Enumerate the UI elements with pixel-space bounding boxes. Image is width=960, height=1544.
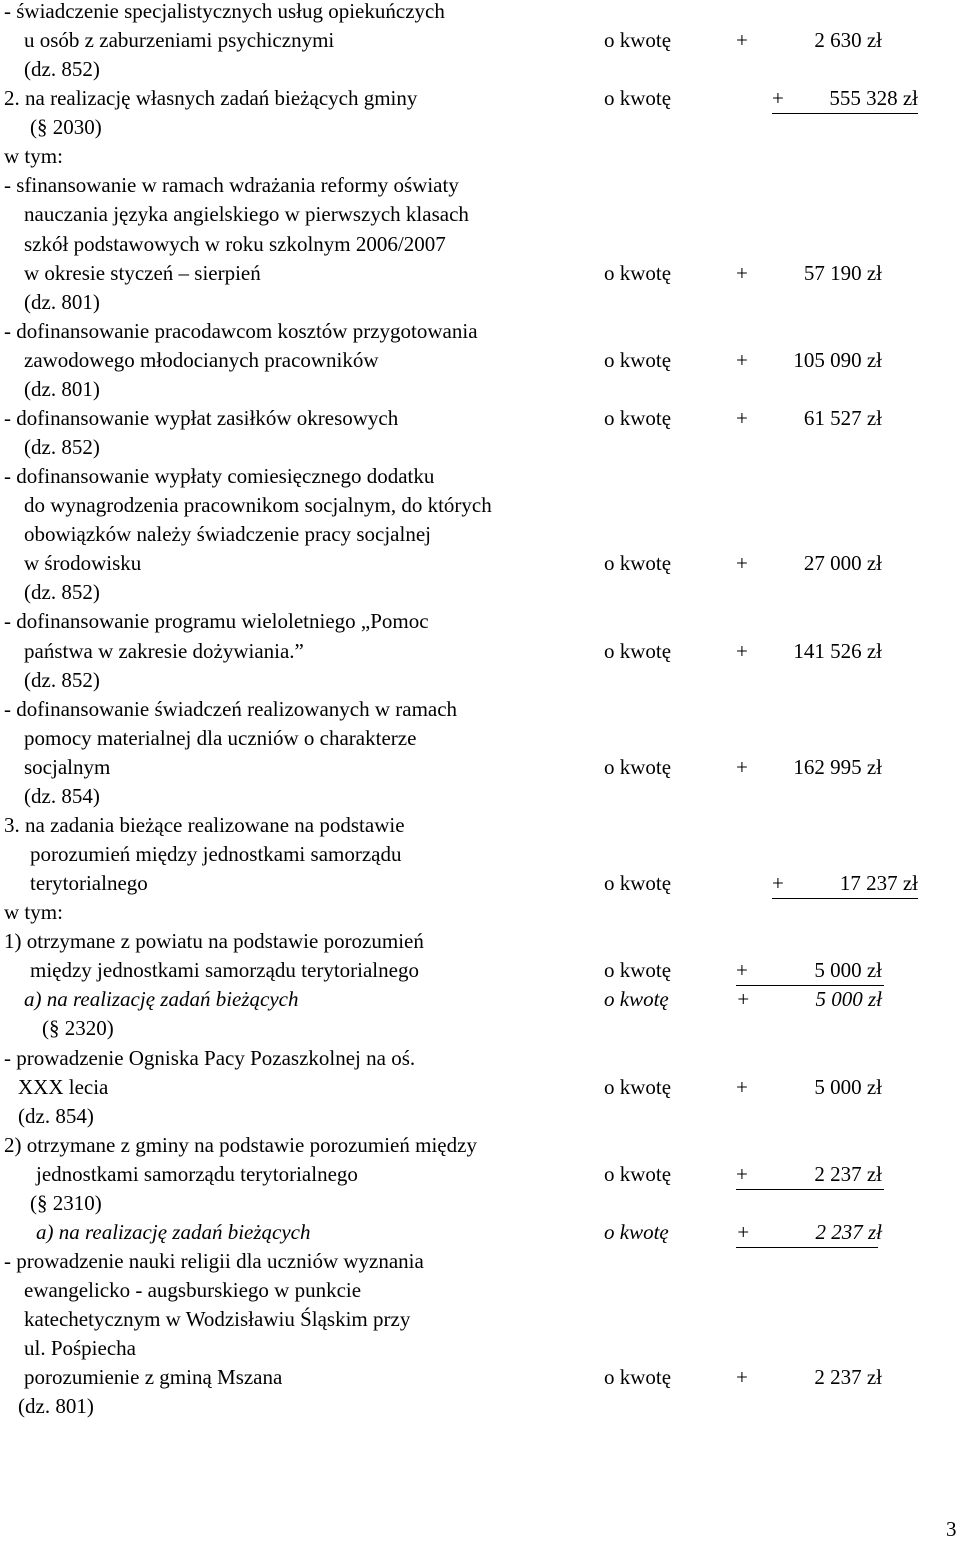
document-line <box>0 753 882 782</box>
line-text: - prowadzenie nauki religii dla uczniów wyznania <box>4 1249 424 1273</box>
document-line <box>0 84 918 113</box>
line-text: nauczania języka angielskiego w pierwszych klasach <box>24 202 469 227</box>
amount-value: 141 526 zł <box>793 638 882 663</box>
document-line <box>0 578 882 607</box>
amount-underline <box>736 1218 878 1248</box>
line-text: (dz. 854) <box>18 1103 94 1128</box>
document-line <box>0 1189 882 1218</box>
amount-value: 5 000 zł <box>815 987 882 1012</box>
line-text: a) na realizację zadań bieżących <box>24 987 299 1012</box>
plus-sign: + <box>736 754 748 779</box>
document-line <box>0 1363 882 1392</box>
amount-value: 5 000 zł <box>814 1074 882 1099</box>
document-line <box>0 55 882 84</box>
document-line <box>0 927 882 956</box>
amount-underline <box>736 956 884 986</box>
line-text: (dz. 801) <box>24 289 100 314</box>
line-text: 3. na zadania bieżące realizowane na podstawie <box>4 812 405 837</box>
amount-label: o kwotę <box>604 754 672 779</box>
line-text: 2. na realizację własnych zadań bieżących gminy <box>4 86 418 111</box>
line-text: pomocy materialnej dla uczniów o charakterze <box>24 725 417 750</box>
amount-label: o kwotę <box>604 987 669 1012</box>
page-number: 3 <box>946 1517 957 1541</box>
amount-value: 105 090 zł <box>793 347 882 372</box>
document-line <box>0 840 882 869</box>
line-text: - dofinansowanie wypłat zasiłków okresowych <box>4 405 399 430</box>
document-line <box>0 811 882 840</box>
amount-value: 61 527 zł <box>803 405 882 430</box>
document-line <box>0 1073 882 1102</box>
line-text: - świadczenie specjalistycznych usług opiekuńczych <box>4 0 445 23</box>
plus-sign: + <box>736 987 751 1012</box>
document-line <box>0 985 882 1014</box>
document-line <box>0 1276 882 1305</box>
line-text: (§ 2310) <box>30 1190 102 1215</box>
plus-sign: + <box>772 871 784 896</box>
amount-label: o kwotę <box>604 638 672 663</box>
document-line <box>0 259 882 288</box>
document-line <box>0 869 918 898</box>
line-text: - sfinansowanie w ramach wdrażania reformy oświaty <box>4 173 459 198</box>
document-line <box>0 666 882 695</box>
line-text: (dz. 852) <box>24 667 100 692</box>
document-line <box>0 1044 882 1073</box>
amount-underline <box>772 84 918 114</box>
plus-sign: + <box>736 1074 748 1099</box>
amount-label: o kwotę <box>604 405 672 430</box>
document-line <box>0 462 882 491</box>
plus-sign: + <box>736 405 748 430</box>
document-line <box>0 1014 882 1043</box>
line-text: u osób z zaburzeniami psychicznymi <box>24 28 335 53</box>
amount-label: o kwotę <box>604 1365 672 1390</box>
plus-sign: + <box>736 1365 748 1390</box>
amount-value: 57 190 zł <box>803 260 882 285</box>
document-line <box>0 346 882 375</box>
plus-sign: + <box>736 551 748 576</box>
line-text: porozumienie z gminą Mszana <box>24 1365 283 1390</box>
line-text: państwa w zakresie dożywiania.” <box>24 638 304 663</box>
amount-label: o kwotę <box>604 260 672 285</box>
amount-value: 2 237 zł <box>814 1365 882 1390</box>
document-line <box>0 142 882 171</box>
document-line <box>0 26 882 55</box>
line-text: 1) otrzymane z powiatu na podstawie porozumień <box>4 929 424 954</box>
line-text: jednostkami samorządu terytorialnego <box>36 1161 358 1186</box>
document-line <box>0 637 882 666</box>
line-text: w tym: <box>4 144 63 169</box>
document-line <box>0 288 882 317</box>
amount-label: o kwotę <box>604 86 672 111</box>
document-line <box>0 1160 882 1189</box>
line-text: (§ 2320) <box>42 1016 114 1041</box>
line-text: - dofinansowanie wypłaty comiesięcznego dodatku <box>4 464 435 489</box>
document-line <box>0 1218 882 1247</box>
line-text: (dz. 801) <box>18 1394 94 1419</box>
document-line <box>0 375 882 404</box>
document-line <box>0 433 882 462</box>
document-line <box>0 200 882 229</box>
document-line <box>0 317 882 346</box>
document-line <box>0 956 882 985</box>
amount-label: o kwotę <box>604 871 672 896</box>
line-text: 2) otrzymane z gminy na podstawie porozumień między <box>4 1132 477 1157</box>
line-text: w środowisku <box>24 551 142 576</box>
plus-sign: + <box>736 347 748 372</box>
document-line <box>0 1334 882 1363</box>
document-line <box>0 230 882 259</box>
document-line <box>0 404 882 433</box>
line-text: (dz. 854) <box>24 783 100 808</box>
amount-value: 27 000 zł <box>803 551 882 576</box>
line-text: w okresie styczeń – sierpień <box>24 260 261 285</box>
document-line <box>0 1305 882 1334</box>
amount-label: o kwotę <box>604 347 672 372</box>
line-text: (dz. 852) <box>24 580 100 605</box>
line-text: w tym: <box>4 900 63 925</box>
amount-value: 2 237 zł <box>814 1161 882 1186</box>
document-line <box>0 1392 882 1421</box>
document-line <box>0 607 882 636</box>
document-line <box>0 113 882 142</box>
amount-value: 5 000 zł <box>814 958 882 983</box>
document-line <box>0 695 882 724</box>
amount-label: o kwotę <box>604 958 672 983</box>
amount-label: o kwotę <box>604 1161 672 1186</box>
document-line <box>0 782 882 811</box>
document-line <box>0 491 882 520</box>
line-text: zawodowego młodocianych pracowników <box>24 347 379 372</box>
line-text: porozumień między jednostkami samorządu <box>30 842 402 867</box>
document-line <box>0 1102 882 1131</box>
line-text: ewangelicko - augsburskiego w punkcie <box>24 1278 362 1303</box>
document-line <box>0 520 882 549</box>
line-text: socjalnym <box>24 754 111 779</box>
document-line <box>0 1247 882 1276</box>
line-text: ul. Pośpiecha <box>24 1336 136 1361</box>
line-text: - dofinansowanie pracodawcom kosztów przygotowania <box>4 318 478 343</box>
plus-sign: + <box>736 1219 751 1244</box>
amount-label: o kwotę <box>604 1219 669 1244</box>
amount-underline <box>772 869 918 899</box>
document-line <box>0 0 882 26</box>
line-text: szkół podstawowych w roku szkolnym 2006/2007 <box>24 231 446 256</box>
line-text: (dz. 852) <box>24 435 100 460</box>
document-line <box>0 549 882 578</box>
plus-sign: + <box>736 1161 748 1186</box>
amount-label: o kwotę <box>604 1074 672 1099</box>
plus-sign: + <box>736 958 748 983</box>
line-text: (dz. 801) <box>24 376 100 401</box>
amount-label: o kwotę <box>604 551 672 576</box>
plus-sign: + <box>736 260 748 285</box>
line-text: XXX lecia <box>18 1074 109 1099</box>
amount-value: 2 237 zł <box>815 1219 882 1244</box>
line-text: - dofinansowanie programu wieloletniego „Pomoc <box>4 609 429 634</box>
amount-value: 555 328 zł <box>829 86 918 111</box>
document-line <box>0 171 882 200</box>
line-text: terytorialnego <box>30 871 148 896</box>
line-text: - dofinansowanie świadczeń realizowanych w ramach <box>4 696 458 721</box>
amount-value: 17 237 zł <box>839 871 918 896</box>
plus-sign: + <box>736 638 748 663</box>
document-line <box>0 1131 882 1160</box>
line-text: (§ 2030) <box>30 115 102 140</box>
plus-sign: + <box>772 86 784 111</box>
document-line <box>0 724 882 753</box>
line-text: obowiązków należy świadczenie pracy socjalnej <box>24 522 431 547</box>
amount-underline <box>736 1160 884 1190</box>
line-text: do wynagrodzenia pracownikom socjalnym, do których <box>24 493 492 518</box>
line-text: między jednostkami samorządu terytorialnego <box>30 958 419 983</box>
line-text: - prowadzenie Ogniska Pacy Pozaszkolnej na oś. <box>4 1045 416 1070</box>
line-text: katechetycznym w Wodzisławiu Śląskim przy <box>24 1307 411 1332</box>
amount-label: o kwotę <box>604 28 672 53</box>
line-text: (dz. 852) <box>24 57 100 82</box>
plus-sign: + <box>736 28 748 53</box>
document-line <box>0 898 882 927</box>
line-text: a) na realizację zadań bieżących <box>36 1219 311 1244</box>
amount-value: 162 995 zł <box>793 754 882 779</box>
amount-value: 2 630 zł <box>814 28 882 53</box>
